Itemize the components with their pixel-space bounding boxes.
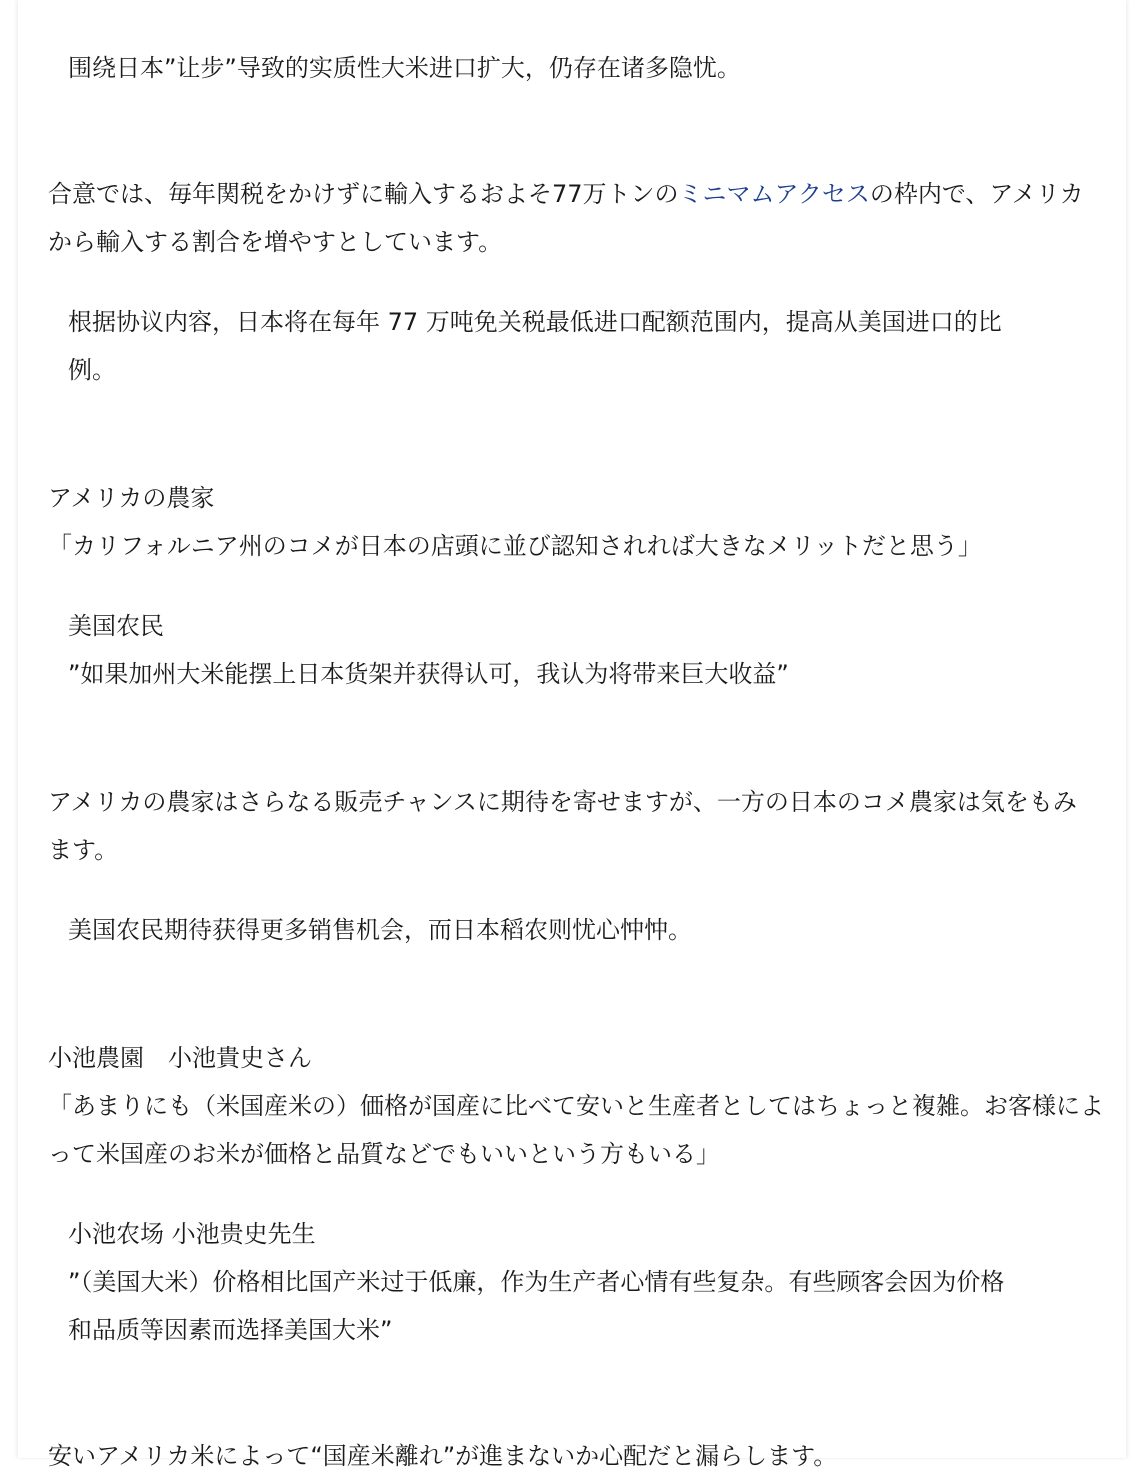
ja-paragraph-1-text-after-link: の枠内で、アメリカ <box>869 180 1084 208</box>
ja-paragraph-1-line-1 <box>48 170 1084 218</box>
ja-quote-1-text: 「カリフォルニア州のコメが日本の店頭に並び認知されれば大きなメリットだと思う」 <box>48 532 982 560</box>
zh-paragraph-2-line-1: 美国农民期待获得更多销售机会，而日本稻农则忧心忡忡。 <box>68 916 692 944</box>
zh-quote-2-speaker: 小池农场 小池贵史先生 <box>68 1220 316 1248</box>
minimum-access-link[interactable]: ミニマムアクセス <box>678 180 870 208</box>
ja-paragraph-2-line-2: ます。 <box>48 836 119 864</box>
ja-paragraph-3-line-1: 安いアメリカ米によって“国産米離れ”が進まないか心配だと漏らします。 <box>48 1442 838 1470</box>
zh-quote-1-text: ”如果加州大米能摆上日本货架并获得认可，我认为将带来巨大收益” <box>68 660 789 688</box>
zh-paragraph-1-line-2: 例。 <box>68 356 116 384</box>
ja-paragraph-1-line-2: から輸入する割合を増やすとしています。 <box>48 228 503 256</box>
zh-quote-2-line-1: ”（美国大米）价格相比国产米过于低廉，作为生产者心情有些复杂。有些顾客会因为价格 <box>68 1268 1005 1296</box>
ja-quote-1-speaker: アメリカの農家 <box>48 484 215 512</box>
zh-paragraph-1-line-1: 根据协议内容，日本将在每年 77 万吨免关税最低进口配额范围内，提高从美国进口的比 <box>68 308 1002 336</box>
ja-quote-2-speaker: 小池農園 小池貴史さん <box>48 1044 312 1072</box>
ja-paragraph-1-text-before-link: 合意では、毎年関税をかけずに輸入するおよそ77万トンの <box>48 180 679 208</box>
zh-quote-2-line-2: 和品质等因素而选择美国大米” <box>68 1316 393 1344</box>
ja-paragraph-2-line-1: アメリカの農家はさらなる販売チャンスに期待を寄せますが、一方の日本のコメ農家は気をもみ <box>48 788 1077 816</box>
zh-quote-1-speaker: 美国农民 <box>68 612 164 640</box>
ja-quote-2-line-2: って米国産のお米が価格と品質などでもいいという方もいる」 <box>48 1140 720 1168</box>
zh-intro-line: 围绕日本”让步”导致的实质性大米进口扩大，仍存在诸多隐忧。 <box>68 54 741 82</box>
ja-quote-2-line-1: 「あまりにも（米国産米の）価格が国産に比べて安いと生産者としてはちょっと複雑。お客様によ <box>48 1092 1104 1120</box>
